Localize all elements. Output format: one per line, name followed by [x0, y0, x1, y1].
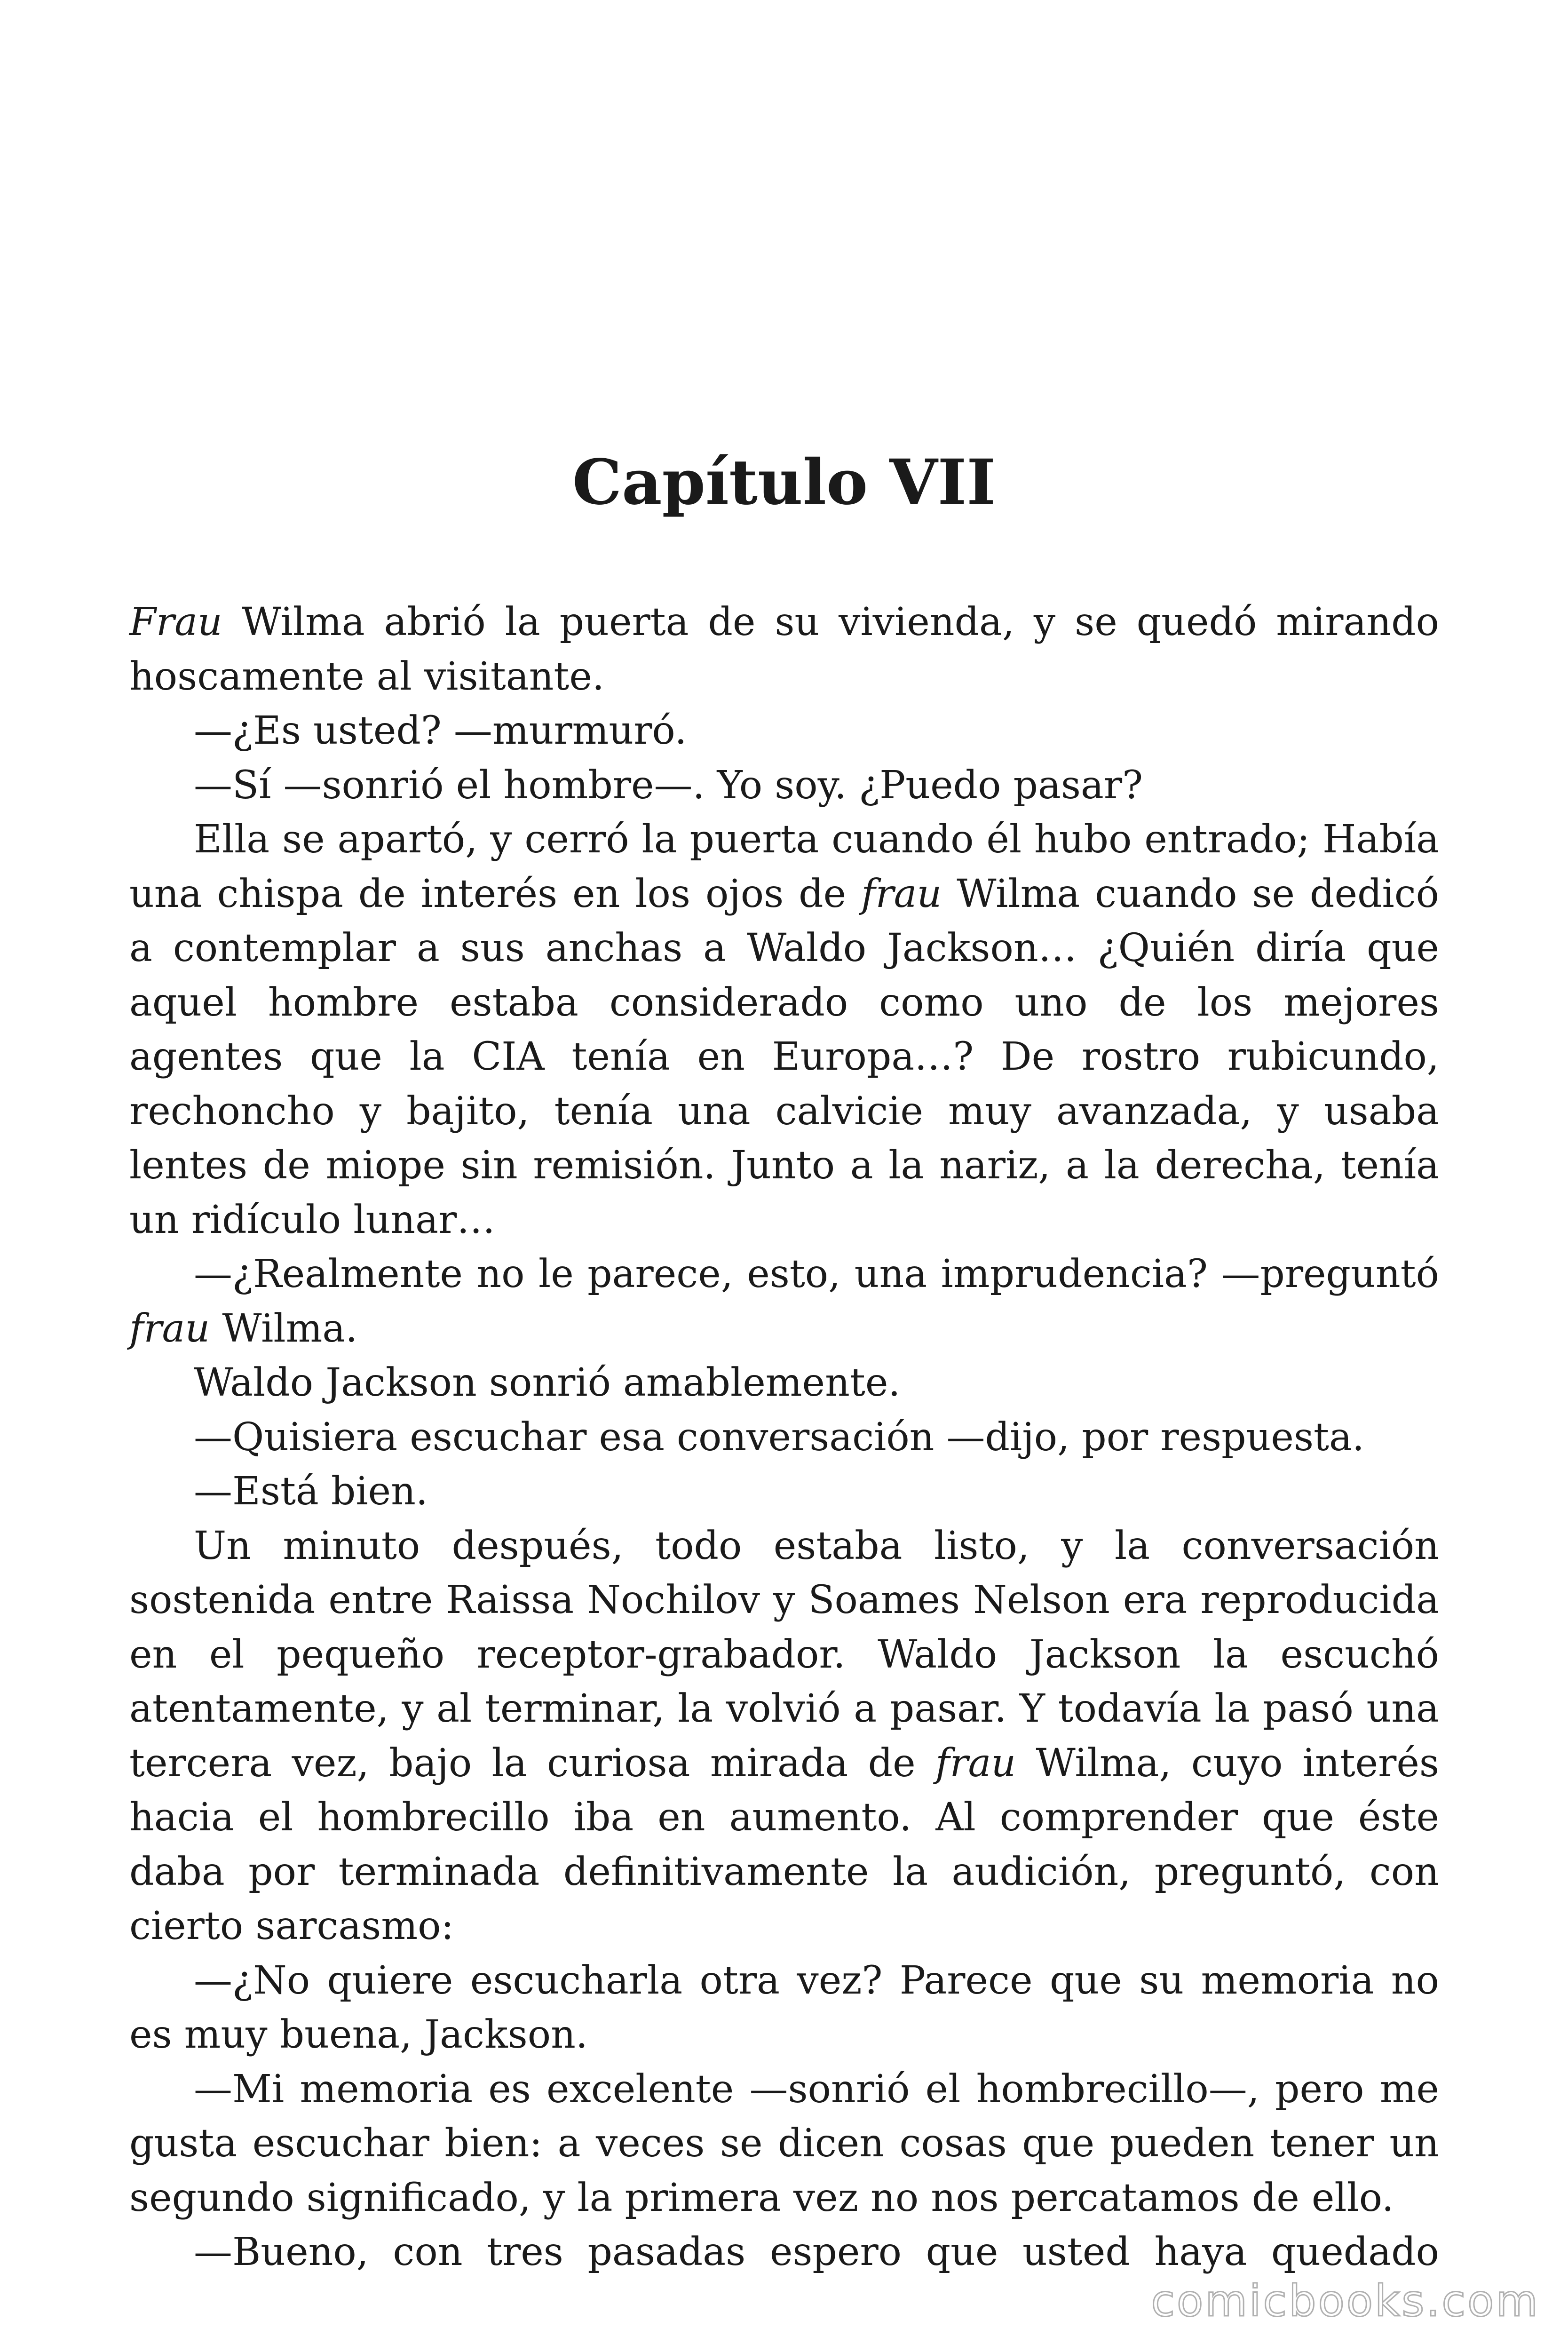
paragraph: —¿Es usted? —murmuró. [194, 708, 687, 753]
watermark: comicbooks.com [1151, 2276, 1540, 2326]
paragraph-text: Wilma abrió la puerta de su vivienda, y se quedó mirando hoscamente al visitante. [129, 600, 1439, 699]
italic-word: frau [129, 1306, 210, 1351]
chapter-body [129, 595, 1439, 2280]
paragraph [129, 1247, 1439, 1356]
paragraph: —¿No quiere escucharla otra vez? Parece que su memoria no es muy buena, Jackson. [129, 1958, 1439, 2057]
paragraph: —Quisiera escuchar esa conversación —dijo, por respuesta. [194, 1414, 1364, 1460]
paragraph-text: —¿Realmente no le parece, esto, una imprudencia? —preguntó [194, 1252, 1439, 1296]
italic-word: frau [861, 871, 942, 916]
paragraph [129, 595, 1439, 704]
paragraph-text: Wilma cuando se dedicó a contemplar a sus anchas a Waldo Jackson… ¿Quién diría que aquel hombre estaba considerado como uno de los mejores agentes que la CIA tenía en Europa…? De rostro rubicundo, rechoncho y bajito, tenía una calvicie muy avanzada, y usaba lentes de miope sin remisión. Junto a la nariz, a la derecha, tenía un ridículo lunar… [129, 871, 1439, 1242]
paragraph-text: Un minuto después, todo estaba listo, y la conversación sostenida entre Raissa Nochilov y Soames Nelson era reproducida en el pequeño receptor-grabador. Waldo Jackson la escuchó atentamente, y al terminar, la volvió a pasar. Y todavía la pasó una tercera vez, bajo la curiosa mirada de [129, 1523, 1439, 1786]
paragraph: —Está bien. [194, 1469, 428, 1514]
italic-word: Frau [129, 600, 222, 644]
paragraph-text: Ella se apartó, y cerró la puerta cuando él hubo entrado; Había una chispa de interés en los ojos de [129, 817, 1439, 916]
paragraph [129, 1519, 1439, 1954]
paragraph-text: Wilma. [210, 1306, 358, 1351]
chapter-title: Capítulo VII [572, 446, 996, 519]
paragraph: Waldo Jackson sonrió amablemente. [194, 1360, 901, 1405]
paragraph: —Sí —sonrió el hombre—. Yo soy. ¿Puedo pasar? [194, 763, 1143, 808]
paragraph [129, 812, 1439, 1247]
italic-word: frau [935, 1740, 1016, 1786]
paragraph: —Mi memoria es excelente —sonrió el hombrecillo—, pero me gusta escuchar bien: a veces se dicen cosas que pueden tener un segundo significado, y la primera vez no nos percatamos de ello. [129, 2066, 1439, 2220]
paragraph: —Bueno, con tres pasadas espero que usted haya quedado [194, 2230, 1439, 2274]
paragraph-text: Wilma, cuyo interés hacia el hombrecillo iba en aumento. Al comprender que éste daba por terminada definitivamente la audición, preguntó, con cierto sarcasmo: [129, 1740, 1439, 1948]
